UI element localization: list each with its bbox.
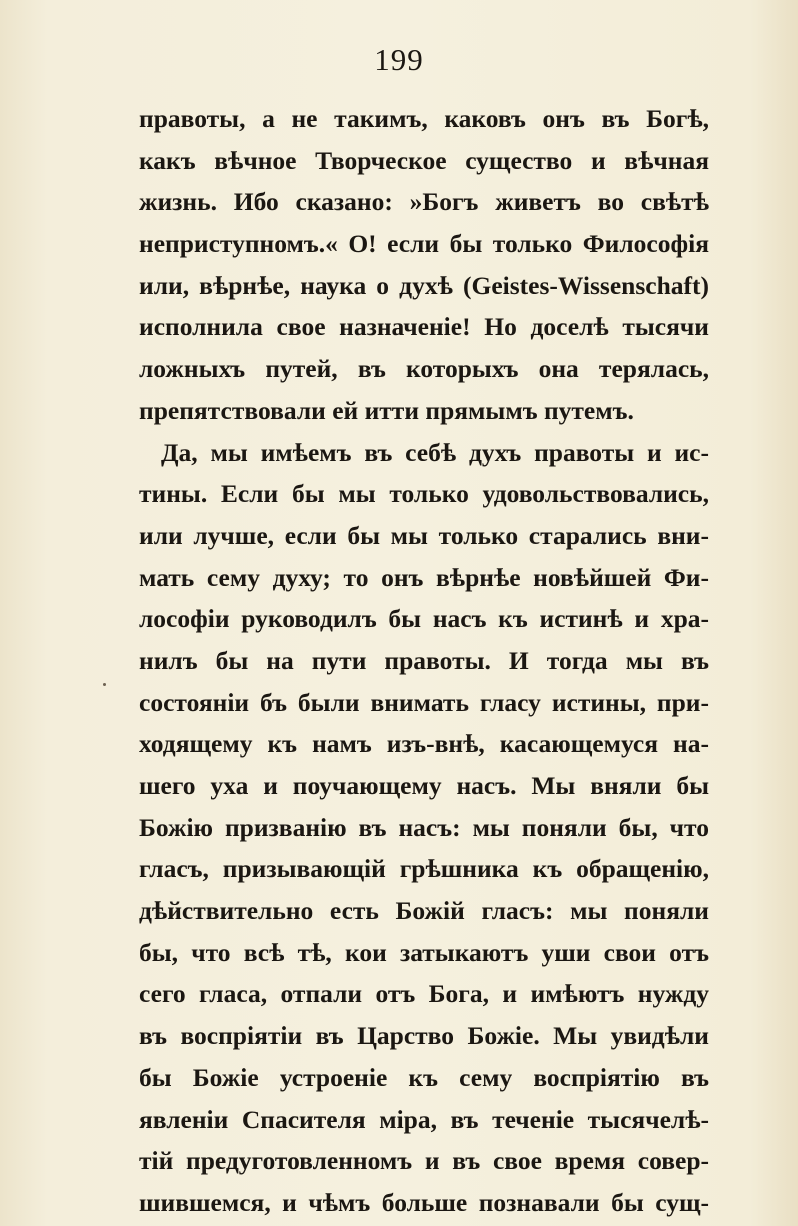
paragraph-end-line: препятствовали ей итти прямымъ путемъ. <box>139 395 634 425</box>
page-number: 199 <box>374 42 424 77</box>
text-line: тины. Если бы мы только удовольствовались, <box>139 479 709 509</box>
text-line: шившемся, и чѣмъ больше познавали бы сущ- <box>139 1187 709 1217</box>
text-line: Божію призванію въ насъ: мы поняли бы, что <box>139 812 709 842</box>
paragraph-start-line: Да, мы имѣемъ въ себѣ духъ правоты и ис- <box>161 437 709 467</box>
ink-speck <box>103 683 106 686</box>
text-line: дѣйствительно есть Божій гласъ: мы поняли <box>139 896 709 926</box>
body-text <box>139 98 709 1224</box>
text-line: мать сему духу; то онъ вѣрнѣе новѣйшей Фи- <box>139 562 709 592</box>
text-line: сего гласа, отпали отъ Бога, и имѣютъ нужду <box>139 979 709 1009</box>
text-line: явленіи Спасителя міра, въ теченіе тысячелѣ- <box>139 1104 709 1134</box>
text-line: гласъ, призывающій грѣшника къ обращенію, <box>139 854 709 884</box>
text-line: бы Божіе устроеніе къ сему воспріятію въ <box>139 1062 709 1092</box>
text-line: нилъ бы на пути правоты. И тогда мы въ <box>139 645 709 675</box>
text-line: шего уха и поучающему насъ. Мы вняли бы <box>139 771 709 800</box>
text-line: ложныхъ путей, въ которыхъ она терялась, <box>139 354 709 384</box>
text-line: бы, что всѣ тѣ, кои затыкаютъ уши свои отъ <box>139 937 709 967</box>
text-line: жизнь. Ибо сказано: »Богъ живетъ во свѣтѣ <box>139 187 709 217</box>
text-line: неприступномъ.« О! если бы только Философія <box>139 229 709 259</box>
text-line: ходящему къ намъ изъ-внѣ, касающемуся на- <box>139 729 709 759</box>
text-line: состояніи бъ были внимать гласу истины, при- <box>139 687 709 717</box>
text-line: какъ вѣчное Творческое существо и вѣчная <box>139 145 709 175</box>
text-line: исполнила свое назначеніе! Но доселѣ тысячи <box>139 312 709 342</box>
text-line: или лучше, если бы мы только старались вни- <box>139 520 709 550</box>
text-line: тій предуготовленномъ и въ свое время совер- <box>139 1146 709 1176</box>
text-line: въ воспріятіи въ Царство Божіе. Мы увидѣли <box>139 1021 709 1051</box>
text-line: лософіи руководилъ бы насъ къ истинѣ и хра- <box>139 604 709 634</box>
text-line: или, вѣрнѣе, наука о духѣ (Geistes-Wissenschaft) <box>139 270 709 300</box>
text-line: правоты, а не такимъ, каковъ онъ въ Богѣ, <box>139 104 709 133</box>
